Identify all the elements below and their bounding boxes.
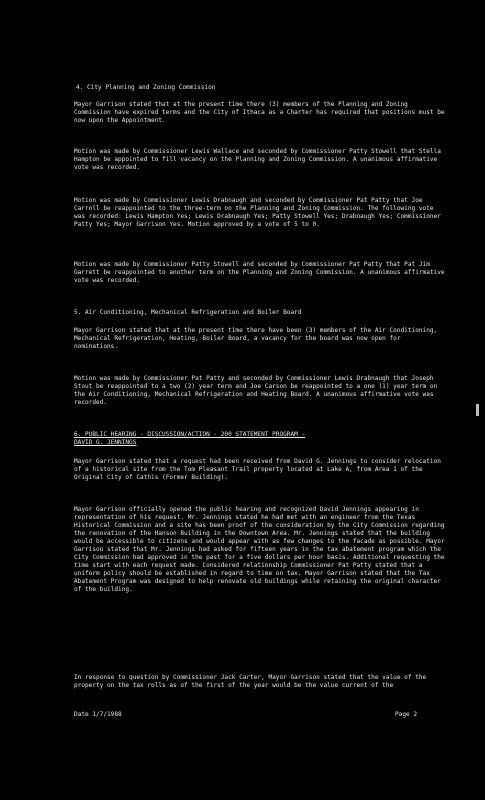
paragraph: Motion was made by Commissioner Patty Stowell and seconded by Commissioner Pat Patty that Pat Jim Garrett be reappointed to another term on the Planning and Zoning Commission. A unanimous affirmative vote was recorded.	[74, 261, 445, 285]
paragraph: Mayor Garrison stated that at the present time there (3) members of the Planning and Zoning Commission have expired terms and the City of Ithaca as a Charter has required that positions must be now upon the Appointment.	[74, 101, 445, 125]
page-number: Page 2	[394, 711, 417, 718]
paragraph: Motion was made by Commissioner Pat Patty and seconded by Commissioner Lewis Drabnaugh that Joseph Stout be reappointed to a two (2) year term and Joe Carson be reappointed to a one (1) year term on the Air Conditioning, Mechanical Refrigeration and Heating Board. A unanimous affirmative vote was recorded.	[74, 375, 438, 407]
footer-date: Date 1/7/1988	[74, 711, 122, 718]
section-heading: 5. Air Conditioning, Mechanical Refrigeration and Boiler Board	[74, 309, 302, 316]
paragraph: Mayor Garrison stated that at the present time there have been (3) members of the Air Conditioning, Mechanical Refrigeration, Heating, Boiler Board, a vacancy for the board was now open for nominations.	[74, 327, 438, 351]
hearing-heading-line2: DAVID G. JENNINGS	[74, 439, 137, 446]
paragraph: Motion was made by Commissioner Lewis Wallace and seconded by Commissioner Patty Stowell that Stella Hampton be appointed to fill vacancy on the Planning and Zoning Commission. A unanimous affirmative vote was recorded.	[74, 148, 441, 172]
paragraph: Mayor Garrison officially opened the public hearing and recognized David Jennings appearing in representation of his request. Mr. Jennings stated he had met with an engineer from the Texas Historical Commission and a site has been proof of the consideration by the City Commission regarding the renovation of the Hanson Building in the Downtown Area. Mr. Jennings stated that the building would be accessible to citizens and would appear with as few changes to the facade as possible. Mayor Garrison stated that Mr. Jennings had asked for fifteen years in the tax abatement program which the City Commission had approved in the past for a five dollars per hour basis. Additional requesting the time start with each request made. Considered relationship Commissioner Pat Patty stated that a uniform policy should be established in regard to time on tax. Mayor Garrison stated that the Tax Abatement Program was designed to help renovate old buildings while retaining the original character of the building.	[74, 506, 445, 594]
paragraph: Mayor Garrison stated that a request had been received from David G. Jennings to consider relocation of a historical site from the Tom Pleasant Trail property located at Lake A, from Area 1 of the Original City of Cathis (Former Building).	[74, 458, 441, 482]
section-heading: 4. City Planning and Zoning Commission	[76, 84, 216, 91]
margin-mark	[476, 404, 479, 416]
paragraph: In response to question by Commissioner Jack Carter, Mayor Garrison stated that the value of the property on the tax rolls as of the first of the year would be the value current of the	[74, 674, 427, 690]
paragraph: Motion was made by Commissioner Lewis Drabnaugh and seconded by Commissioner Pat Patty that Joe Carroll be reappointed to the three-term on the Planning and Zoning Commission. The following vote was recorded: Lewis Hampton Yes; Lewis Drabnaugh Yes; Patty Stowell Yes; Drabnaugh Yes; Commissioner Patty Yes; Mayor Garrison Yes. Motion approved by a vote of 5 to 0.	[74, 197, 441, 229]
hearing-heading: 6. PUBLIC HEARING - DISCUSSION/ACTION - 200 STATEMENT PROGRAM -	[74, 431, 306, 438]
